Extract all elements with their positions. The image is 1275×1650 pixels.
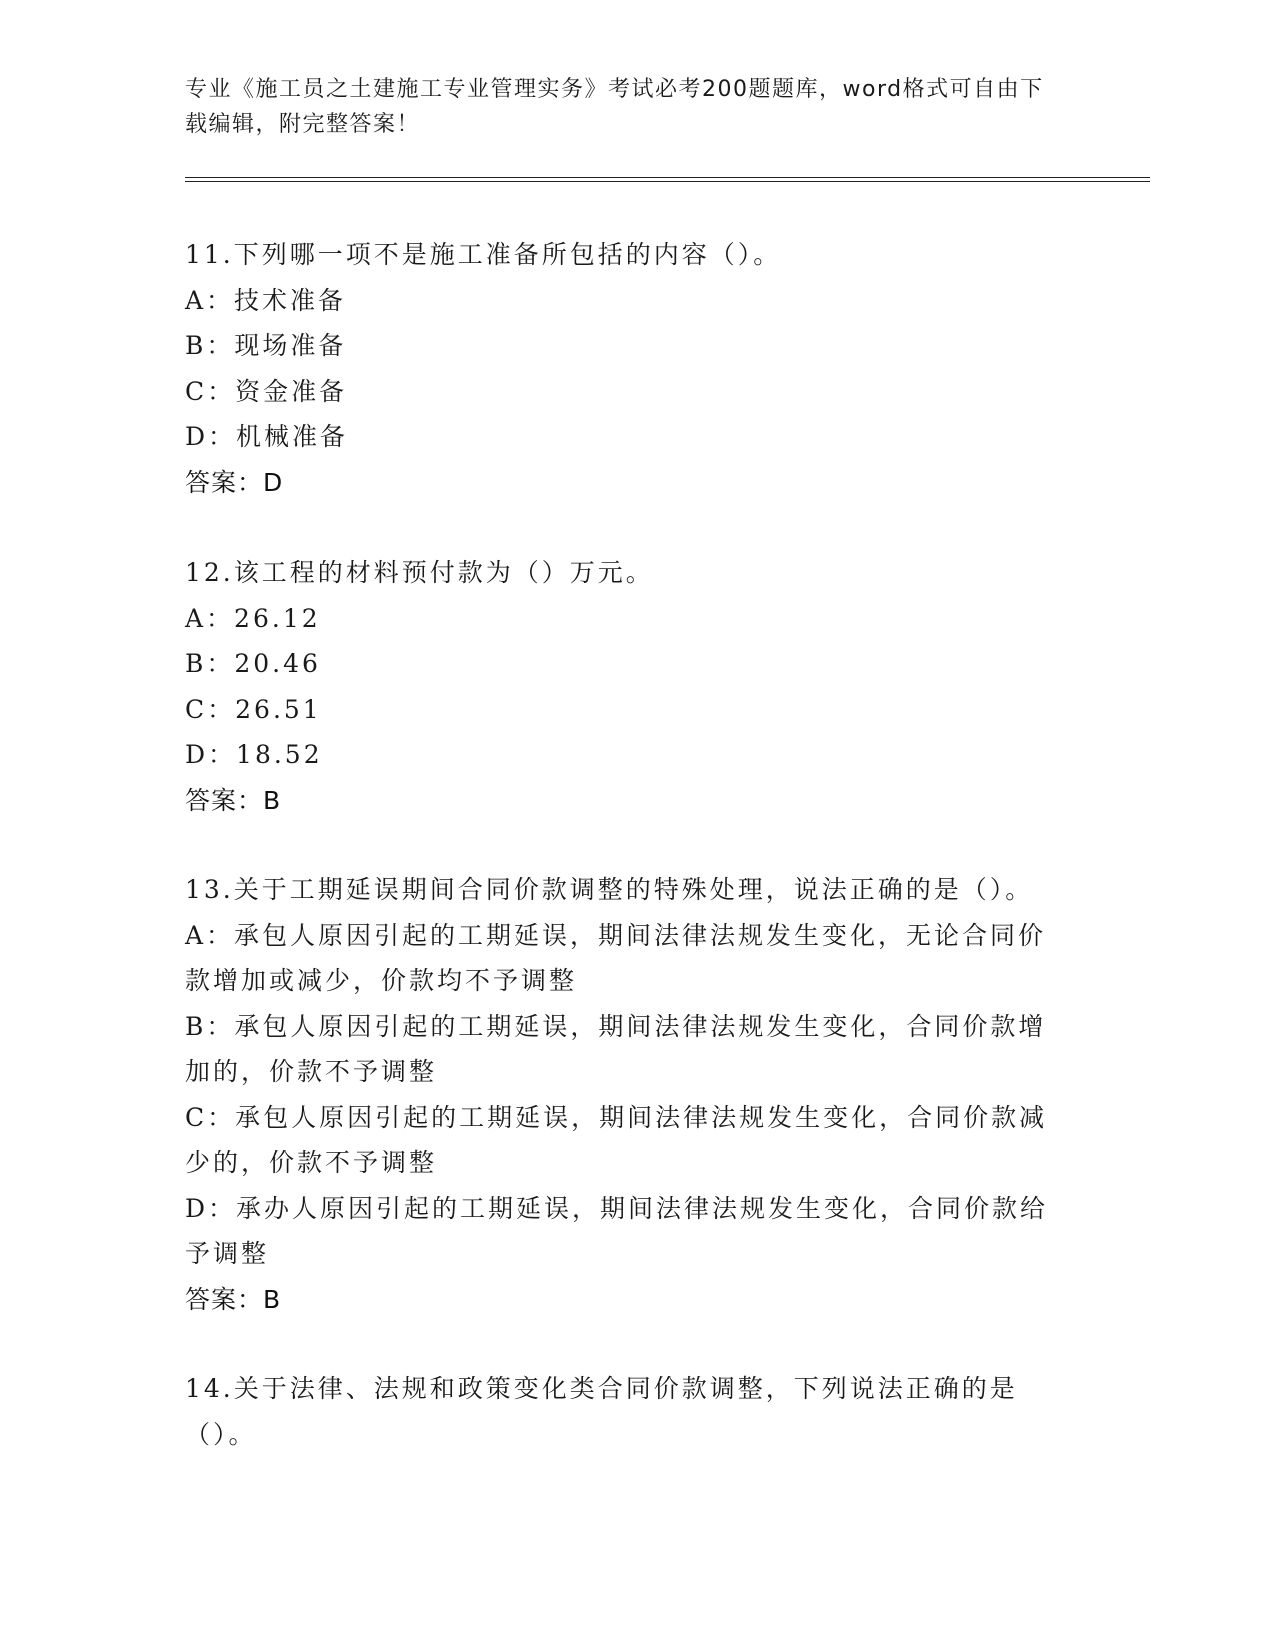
question-14 [185,1366,1085,1457]
option-d: D：18.52 [185,740,323,769]
option-c: C：承包人原因引起的工期延误，期间法律法规发生变化，合同价款减少的，价款不予调整 [185,1102,1048,1177]
option-b: B：现场准备 [185,331,347,360]
option-a: A：承包人原因引起的工期延误，期间法律法规发生变化，无论合同价款增加或减少，价款均不予调整 [185,920,1047,995]
question-stem: 13.关于工期延误期间合同价款调整的特殊处理，说法正确的是（）。 [185,875,1034,904]
answer: 答案：B [185,785,282,815]
option-b: B：20.46 [185,649,321,678]
option-a: A：26.12 [185,603,321,633]
question-stem: 12.该工程的材料预付款为（）万元。 [185,558,654,587]
answer: 答案：D [185,467,284,497]
option-b: B：承包人原因引起的工期延误，期间法律法规发生变化，合同价款增加的，价款不予调整 [185,1011,1047,1086]
document-header: 专业《施工员之土建施工专业管理实务》考试必考200题题库，word格式可自由下载编辑，附完整答案！ [185,77,1044,137]
question-stem: 14.关于法律、法规和政策变化类合同价款调整，下列说法正确的是（）。 [185,1374,1018,1449]
option-c: C：资金准备 [185,376,348,406]
header-divider-top [185,177,1150,178]
question-12 [185,550,1085,823]
header-divider-bottom [185,181,1150,182]
question-11 [185,232,1085,505]
option-a: A：技术准备 [185,285,347,315]
question-13 [185,867,1085,1322]
answer: 答案：B [185,1284,282,1314]
option-c: C：26.51 [185,694,322,724]
option-d: D：承办人原因引起的工期延误，期间法律法规发生变化，合同价款给予调整 [185,1193,1049,1268]
option-d: D：机械准备 [185,422,349,451]
question-stem: 11.下列哪一项不是施工准备所包括的内容（）。 [185,240,782,269]
